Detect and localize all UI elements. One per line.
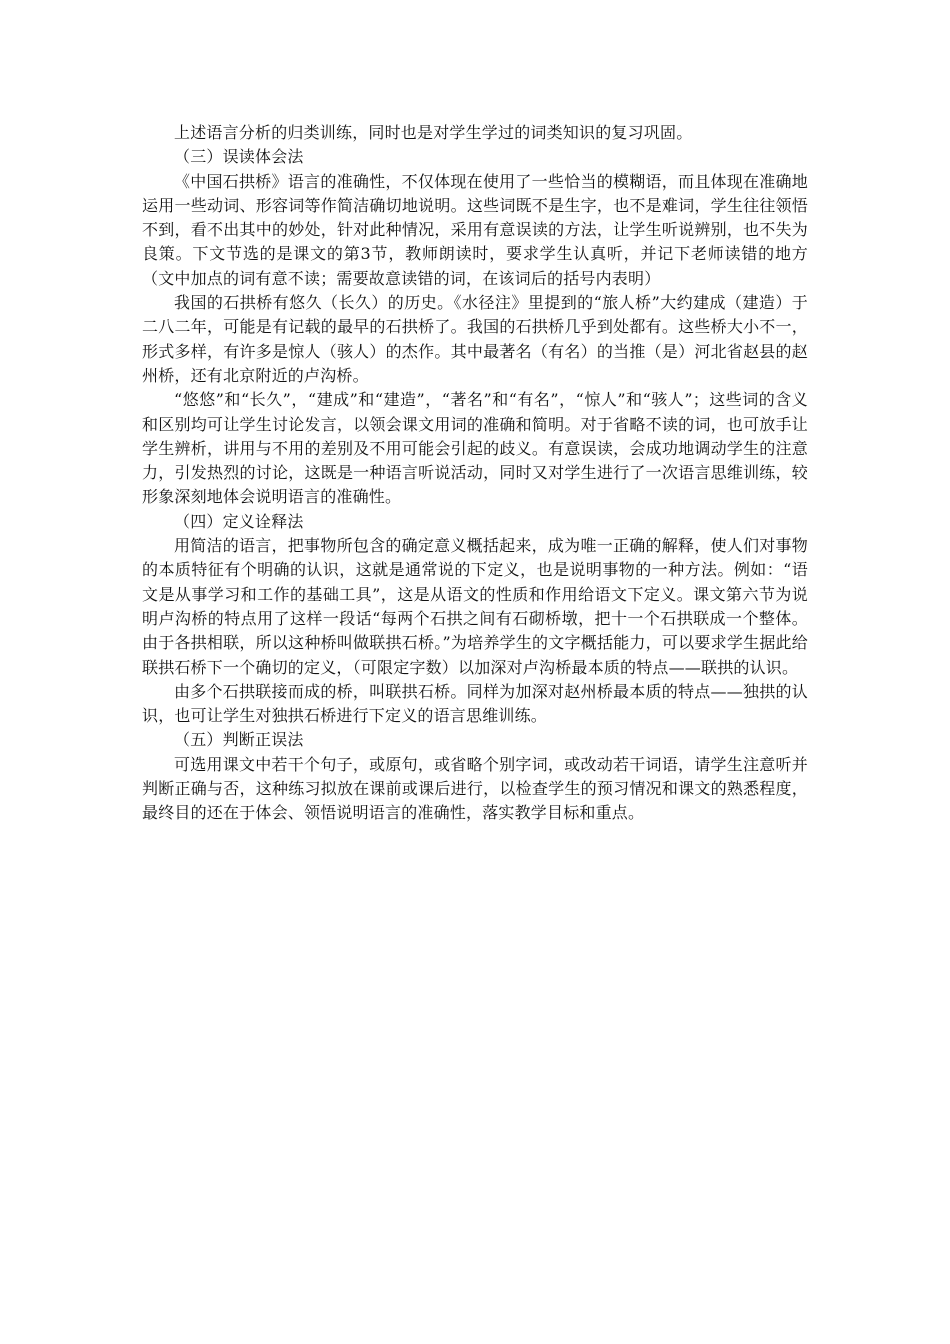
section-heading-5: （五）判断正误法	[174, 730, 304, 750]
paragraph-definition-method: 用简洁的语言，把事物所包含的确定意义概括起来，成为唯一正确的解释，使人们对事物的本质特征有个明确的认识，这就是通常说的下定义，也是说明事物的一种方法。例如：“语文是从事学习和工作的基础工具”，这是从语文的性质和作用给语文下定义。课文第六节为说明卢沟桥的特点用了这样一段话“每两个石拱之间有石砌桥墩，把十一个石拱联成一个整体。由于各拱相联，所以这种桥叫做联拱石桥。”为培养学生的文字概括能力，可以要求学生据此给联拱石桥下一个确切的定义，（可限定字数）以加深对卢沟桥最本质的特点——联拱的认识。	[142, 536, 808, 677]
paragraph-definition-example: 由多个石拱联接而成的桥，叫联拱石桥。同样为加深对赵州桥最本质的特点——独拱的认识，也可让学生对独拱石桥进行下定义的语言思维训练。	[142, 681, 808, 726]
paragraph-summary: 上述语言分析的归类训练，同时也是对学生学过的词类知识的复习巩固。	[174, 123, 693, 142]
paragraph-misreading-intro: 《中国石拱桥》语言的准确性，不仅体现在使用了一些恰当的模糊语，而且体现在准确地运用一些动词、形容词等作简洁确切地说明。这些词既不是生字，也不是难词，学生往往领悟不到，看不出其中的妙处，针对此种情况，采用有意误读的方法，让学生听说辨别，也不失为良策。下文节选的是课文的第3节，教师朗读时，要求学生认真听，并记下老师读错的地方（文中加点的词有意不读；需要故意读错的词，在该词后的括号内表明）	[142, 171, 808, 288]
document-body	[142, 121, 808, 826]
section-heading-4: （四）定义诠释法	[174, 511, 304, 531]
paragraph-misreading-discussion: “悠悠”和“长久”，“建成”和“建造”，“著名”和“有名”，“惊人”和“骇人”；这些词的含义和区别均可让学生讨论发言，以领会课文用词的准确和简明。对于省略不读的词，也可放手让学生辨析，讲用与不用的差别及不用可能会引起的歧义。有意误读，会成功地调动学生的注意力，引发热烈的讨论，这既是一种语言听说活动，同时又对学生进行了一次语言思维训练，较形象深刻地体会说明语言的准确性。	[142, 390, 808, 507]
paragraph-excerpt: 我国的石拱桥有悠久（长久）的历史。《水径注》里提到的“旅人桥”大约建成（建造）于二八二年，可能是有记载的最早的石拱桥了。我国的石拱桥几乎到处都有。这些桥大小不一，形式多样，有许多是惊人（骇人）的杰作。其中最著名（有名）的当推（是）河北省赵县的赵州桥，还有北京附近的卢沟桥。	[142, 293, 808, 385]
paragraph-true-false-method: 可选用课文中若干个句子，或原句，或省略个别字词，或改动若干词语，请学生注意听并判断正确与否，这种练习拟放在课前或课后进行，以检查学生的预习情况和课文的熟悉程度，最终目的还在于体会、领悟说明语言的准确性，落实教学目标和重点。	[142, 754, 808, 823]
section-heading-3: （三）误读体会法	[174, 147, 304, 167]
